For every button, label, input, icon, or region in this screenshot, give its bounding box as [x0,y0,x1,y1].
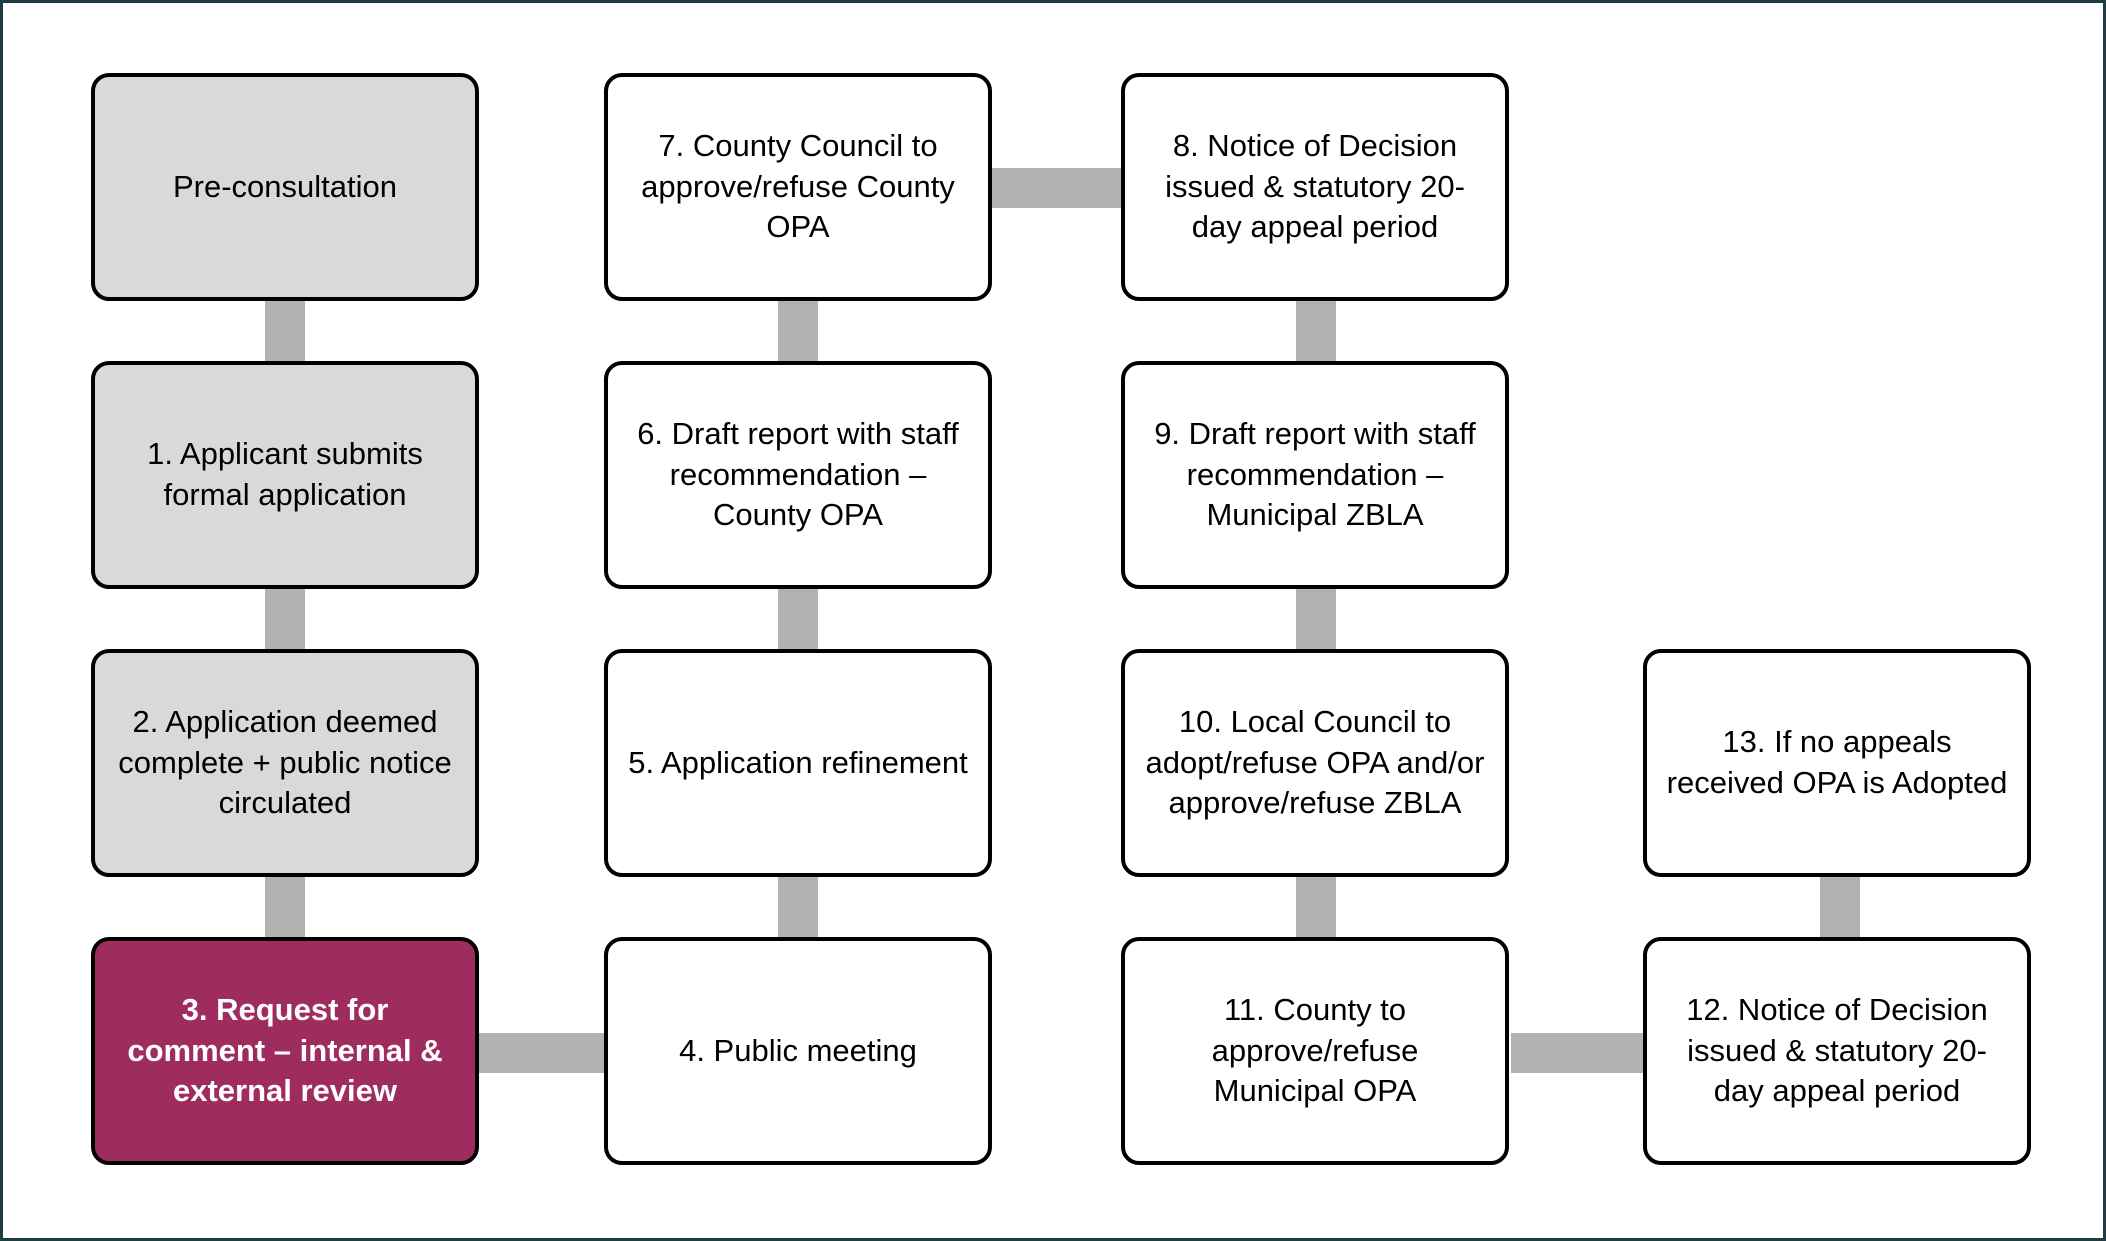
node-label: 4. Public meeting [679,1032,917,1068]
node-label: 2. Application deemed complete + public notice circulated [118,703,452,821]
node-label: 13. If no appeals received OPA is Adopted [1666,724,2008,800]
connector-10-to-11 [1296,874,1336,944]
node-step-8[interactable] [1121,73,1509,301]
node-step-1[interactable] [91,361,479,589]
connector-8-to-9 [1296,298,1336,368]
connector-6-to-7 [778,298,818,368]
node-label: 8. Notice of Decision issued & statutory 20-day appeal period [1165,127,1465,245]
connector-pre-to-1 [265,298,305,368]
node-pre-consultation[interactable] [91,73,479,301]
node-label: 7. County Council to approve/refuse County OPA [641,127,955,245]
connector-3-to-4 [471,1033,611,1073]
node-label: 10. Local Council to adopt/refuse OPA and/or approve/refuse ZBLA [1145,703,1485,821]
node-label: 11. County to approve/refuse Municipal OPA [1211,991,1419,1109]
connector-12-to-13 [1820,874,1860,944]
connector-1-to-2 [265,586,305,656]
node-step-6[interactable] [604,361,992,589]
node-label: Pre-consultation [172,168,397,204]
node-step-2[interactable] [91,649,479,877]
node-step-12[interactable] [1643,937,2031,1165]
node-step-10[interactable] [1121,649,1509,877]
connector-4-to-5 [778,874,818,944]
node-step-13[interactable] [1643,649,2031,877]
connector-7-to-8 [988,168,1128,208]
node-label: 5. Application refinement [628,744,968,780]
node-label: 6. Draft report with staff recommendation – County OPA [637,415,959,533]
node-label: 1. Applicant submits formal application [147,436,423,512]
node-label: 12. Notice of Decision issued & statutory 20-day appeal period [1686,991,1988,1109]
connector-11-to-12 [1511,1033,1651,1073]
node-step-9[interactable] [1121,361,1509,589]
node-step-5[interactable] [604,649,992,877]
node-step-4[interactable] [604,937,992,1165]
connector-9-to-10 [1296,586,1336,656]
node-step-7[interactable] [604,73,992,301]
node-label: 3. Request for comment – internal & external review [127,991,443,1109]
node-step-3[interactable] [91,937,479,1165]
connector-2-to-3 [265,874,305,944]
connector-5-to-6 [778,586,818,656]
node-label: 9. Draft report with staff recommendation –Municipal ZBLA [1154,415,1476,533]
node-step-11[interactable] [1121,937,1509,1165]
